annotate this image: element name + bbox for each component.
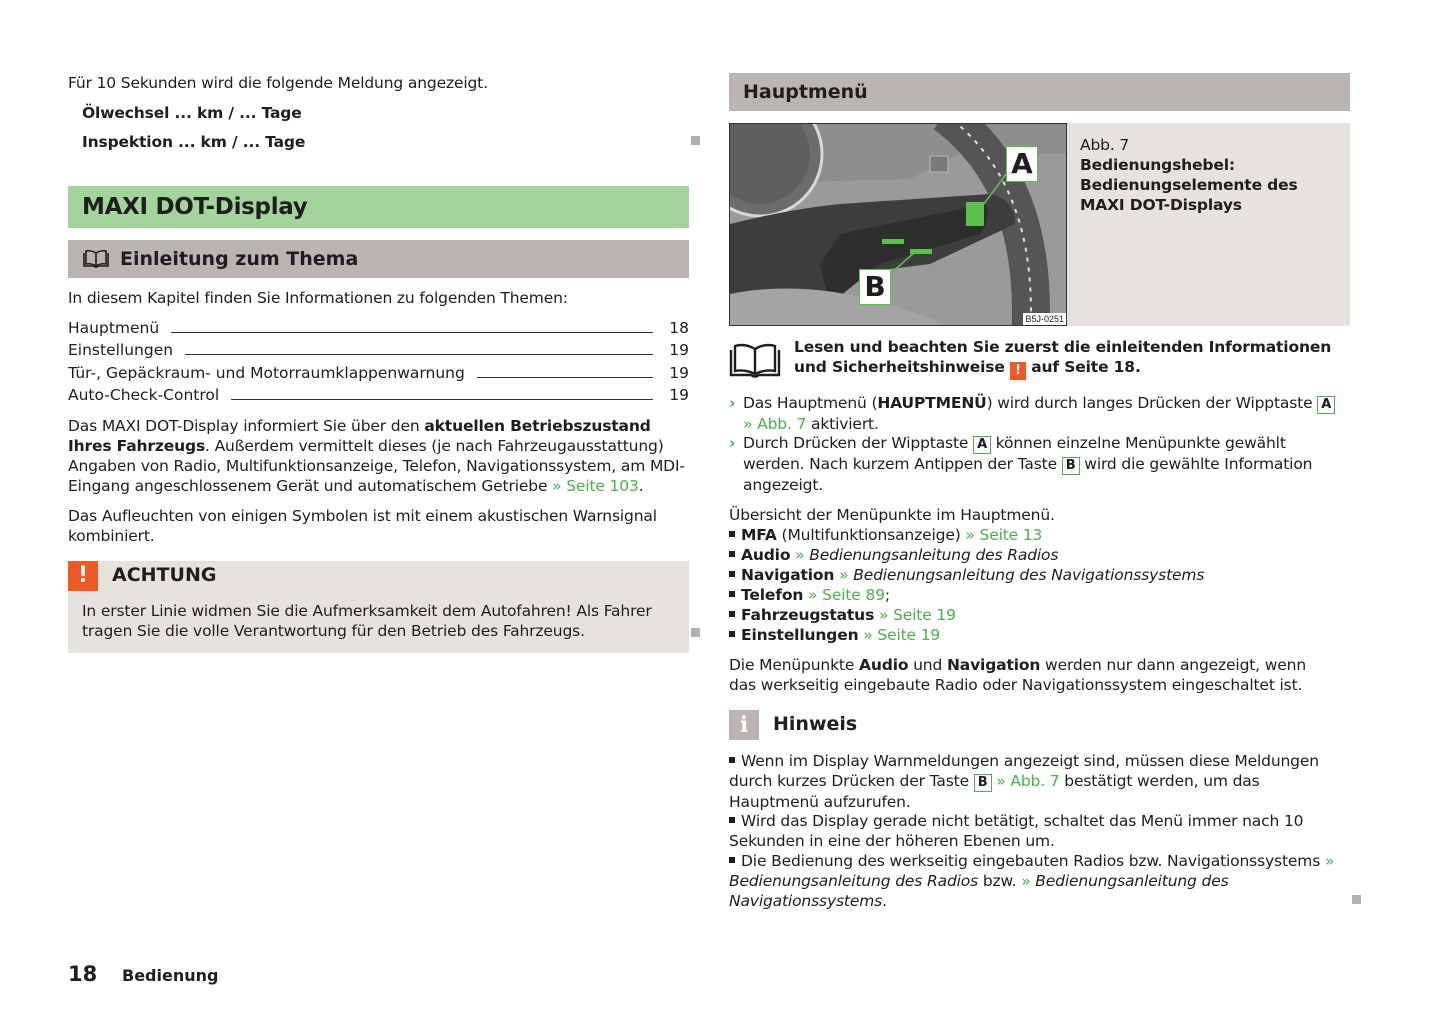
hint-item (729, 851, 1350, 911)
menu-item (729, 565, 1350, 585)
menu-item (729, 585, 1350, 605)
hint-item (729, 751, 1350, 812)
toc-page[interactable]: 18 (669, 319, 689, 337)
page-number: 18 (68, 962, 98, 986)
menu-item (729, 545, 1350, 565)
text: auf Seite 18. (1025, 358, 1141, 376)
callout-label-a: A (1006, 146, 1038, 182)
warning-icon: ! (1010, 362, 1026, 380)
toc-page[interactable]: 19 (669, 386, 689, 404)
text: Lesen und beachten Sie zuerst die einleitenden Informationen und Sicherheitshinweise (794, 338, 1332, 376)
topics-intro: In diesem Kapitel finden Sie Informationen zu folgenden Themen: (68, 289, 568, 307)
page-link[interactable]: » Seite 89 (808, 586, 885, 604)
square-bullet-icon (729, 631, 735, 637)
text: Durch Drücken der Wipptaste (743, 434, 974, 452)
chapter-name: Bedienung (122, 966, 219, 985)
hint-item (729, 811, 1350, 851)
square-bullet-icon (729, 551, 735, 557)
menu-item-name: Fahrzeugstatus (741, 606, 875, 624)
emphasis: aktuellen Betriebszustand Ihres Fahrzeugs (68, 417, 651, 455)
key-b: B (1062, 457, 1080, 475)
text: (Multifunktionsanzeige) (776, 526, 966, 544)
warning-box (68, 561, 689, 653)
message-inspection: Inspektion ... km / ... Tage (82, 133, 306, 151)
text: wird die gewählte Information angezeigt. (743, 455, 1313, 494)
step-item (729, 393, 1350, 434)
safety-note-text (794, 337, 1350, 380)
figure-link[interactable]: » Abb. 7 (991, 772, 1060, 790)
toc-leader-line (477, 377, 653, 378)
key-a: A (973, 436, 991, 454)
overview-intro: Übersicht der Menüpunkte im Hauptmenü. (729, 506, 1055, 524)
page-link[interactable]: » Seite 13 (965, 526, 1043, 544)
menu-item (729, 605, 1350, 625)
end-of-section-marker (1352, 895, 1361, 904)
text: aktiviert. (806, 415, 879, 433)
reference-title: Bedienungsanleitung des Radios (729, 872, 979, 890)
text: Wenn im Display Warnmeldungen angezeigt sind, müssen diese Meldungen durch kurzes Drücken der Taste (729, 752, 1319, 790)
step-item (729, 433, 1337, 495)
message-oil: Ölwechsel ... km / ... Tage (82, 104, 302, 122)
menu-item-name: Audio (741, 546, 791, 564)
square-bullet-icon (729, 591, 735, 597)
key-b: B (974, 774, 992, 792)
square-bullet-icon (729, 757, 735, 763)
text: Das MAXI DOT-Display informiert Sie über den (68, 417, 425, 435)
toc-label[interactable]: Auto-Check-Control (68, 386, 220, 404)
toc-page[interactable]: 19 (669, 341, 689, 359)
page-link[interactable]: » Seite 103 (552, 477, 639, 495)
figure-number: Abb. 7 (1080, 136, 1130, 154)
menu-item-name: Einstellungen (741, 626, 859, 644)
text: können einzelne Menüpunkte gewählt werden. Nach kurzem Antippen der Taste (743, 434, 1286, 473)
menu-item-name: Telefon (741, 586, 804, 604)
text: . Außerdem vermittelt dieses (je nach Fahrzeugausstattung) Angaben von Radio, Multifunktionsanzeige, Telefon, Navigationssystem, am MDI-Eingang angeschlossenem Gerät und automatischem Getriebe (68, 437, 685, 495)
menu-item (729, 625, 1350, 645)
hint-header (729, 710, 1350, 742)
callout-label-b: B (859, 269, 891, 305)
toc-page[interactable]: 19 (669, 364, 689, 382)
text: bestätigt werden, um das Hauptmenü aufzurufen. (729, 772, 1260, 811)
warning-text: In erster Linie widmen Sie die Aufmerksamkeit dem Autofahren! Als Fahrer tragen Sie die volle Verantwortung für den Betrieb des Fahrzeugs. (82, 602, 652, 640)
section-title: Hauptmenü (743, 81, 868, 103)
toc-label[interactable]: Hauptmenü (68, 319, 160, 337)
reference-title: Bedienungsanleitung des Navigationssystems (729, 872, 1229, 910)
text: ; (884, 586, 890, 604)
figure (729, 123, 1350, 326)
menu-note (729, 655, 1329, 695)
text: und (908, 656, 947, 674)
book-icon (82, 249, 110, 269)
page-link[interactable]: » Seite 19 (878, 606, 956, 624)
text: ) wird durch langes Drücken der Wipptaste (986, 394, 1318, 412)
toc-entry[interactable] (68, 316, 689, 338)
arrow-bullet-icon: › (729, 394, 736, 412)
intro-line: Für 10 Sekunden wird die folgende Meldung angezeigt. (68, 74, 488, 92)
toc-entry[interactable] (68, 361, 689, 383)
text: Die Bedienung des werkseitig eingebauten Radios bzw. Navigationssystems (741, 852, 1325, 870)
arrow-bullet-icon: › (729, 434, 736, 452)
image-code: B5J-0251 (1025, 314, 1064, 324)
text: Das Hauptmenü ( (743, 394, 878, 412)
square-bullet-icon (729, 611, 735, 617)
section-title-hauptmenu (729, 73, 1350, 111)
page-link[interactable]: » Seite 19 (863, 626, 941, 644)
reference-title: Bedienungsanleitung des Radios (804, 546, 1059, 564)
subsection-header (68, 240, 689, 278)
text: werden nur dann angezeigt, wenn das werkseitig eingebaute Radio oder Navigationssystem eingeschaltet ist. (729, 656, 1306, 694)
hint-title: Hinweis (773, 713, 858, 735)
menu-item-name: MFA (741, 526, 777, 544)
end-of-section-marker (691, 136, 700, 145)
figure-caption (1080, 135, 1340, 215)
menu-items-list (729, 525, 1350, 645)
text: . (882, 892, 887, 910)
subsection-title: Einleitung zum Thema (120, 248, 359, 270)
warning-signal-paragraph: Das Aufleuchten von einigen Symbolen ist mit einem akustischen Warnsignal kombiniert. (68, 507, 657, 545)
square-bullet-icon (729, 817, 735, 823)
figure-link[interactable]: » Abb. 7 (743, 415, 807, 433)
text: Wird das Display gerade nicht betätigt, schaltet das Menü immer nach 10 Sekunden in eine der höheren Ebenen um. (729, 812, 1304, 850)
square-bullet-icon (729, 531, 735, 537)
figure-caption-text: Bedienungshebel: Bedienungselemente des MAXI DOT-Displays (1080, 156, 1298, 214)
square-bullet-icon (729, 571, 735, 577)
emphasis: Audio (859, 656, 909, 674)
menu-item-name: Navigation (741, 566, 835, 584)
toc-leader-line (231, 399, 653, 400)
reference-link[interactable]: » (1021, 872, 1031, 890)
warning-title: ACHTUNG (112, 564, 217, 586)
text: Die Menüpunkte (729, 656, 860, 674)
square-bullet-icon (729, 857, 735, 863)
reference-link[interactable]: » (839, 566, 849, 584)
end-of-section-marker (691, 628, 700, 637)
warning-icon: ! (68, 561, 98, 591)
toc-label[interactable]: Tür-, Gepäckraum- und Motorraumklappenwarnung (68, 364, 465, 382)
section-title: MAXI DOT-Display (68, 186, 689, 228)
toc-entry[interactable] (68, 338, 689, 360)
book-icon (729, 342, 781, 378)
emphasis: HAUPTMENÜ (877, 394, 987, 412)
toc-leader-line (171, 332, 653, 333)
reference-link[interactable]: » (795, 546, 805, 564)
menu-item (729, 525, 1350, 545)
safety-note (729, 340, 1350, 380)
description-paragraph (68, 416, 689, 496)
emphasis: Navigation (946, 656, 1041, 674)
reference-title: Bedienungsanleitung des Navigationssystems (848, 566, 1205, 584)
toc-entry[interactable] (68, 383, 689, 405)
key-a: A (1317, 396, 1335, 414)
text: bzw. (978, 872, 1022, 890)
reference-link[interactable]: » (1324, 852, 1335, 870)
info-icon: i (729, 710, 759, 740)
figure-illustration (729, 123, 1067, 326)
text: . (638, 477, 644, 495)
toc-leader-line (185, 354, 653, 355)
toc-label[interactable]: Einstellungen (68, 341, 174, 359)
